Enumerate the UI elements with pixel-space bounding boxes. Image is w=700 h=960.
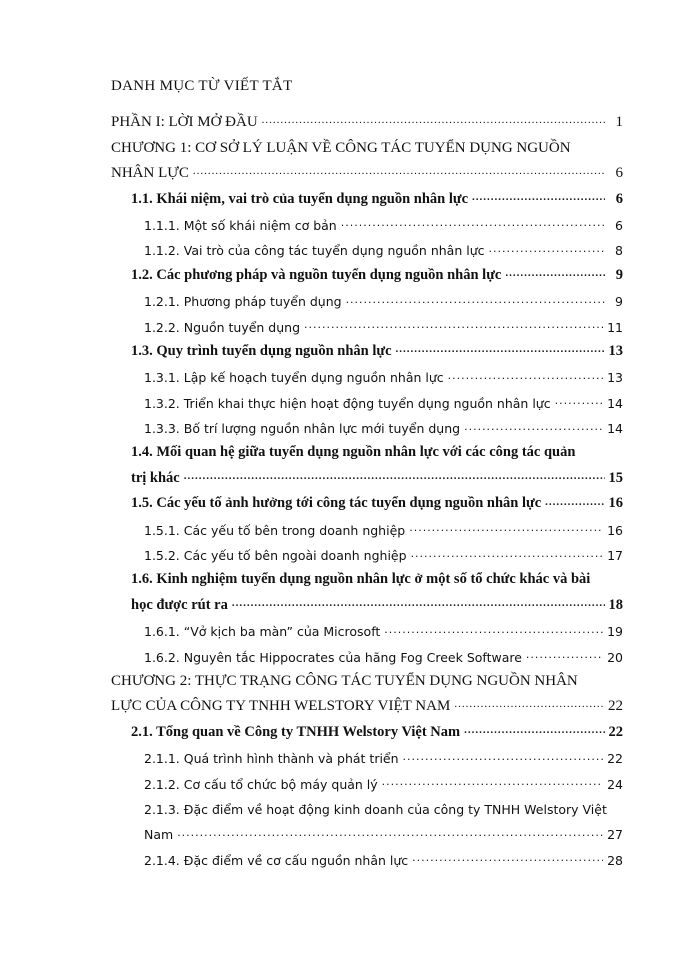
toc-page: 22 — [608, 723, 623, 740]
toc-title: CHƯƠNG 1: CƠ SỞ LÝ LUẬN VỀ CÔNG TÁC TUYỂN DỤNG NGUỒN — [111, 139, 571, 156]
toc-page: 14 — [607, 421, 623, 437]
toc-page: 15 — [608, 469, 623, 486]
toc-page: 28 — [607, 852, 623, 868]
toc-title: 2.1.1. Quá trình hình thành và phát triển — [144, 751, 399, 767]
toc-title-cont: NHÂN LỰC — [111, 165, 189, 182]
toc-page: 17 — [607, 548, 623, 564]
toc-page: 8 — [615, 243, 623, 259]
toc-title: 1.3. Quy trình tuyển dụng nguồn nhân lực — [131, 342, 392, 359]
toc-title: 1.4. Mối quan hệ giữa tuyển dụng nguồn nhân lực với các công tác quản — [131, 444, 576, 461]
toc-entry-2-1-4[interactable] — [111, 842, 623, 867]
toc-page: 22 — [608, 698, 623, 715]
toc-title: 1.3.1. Lập kế hoạch tuyển dụng nguồn nhân lực — [144, 370, 444, 386]
toc-page: 27 — [607, 827, 623, 843]
toc-title: 2.1.2. Cơ cấu tổ chức bộ máy quản lý — [144, 776, 378, 792]
toc-entry-1-1-1[interactable] — [111, 208, 623, 233]
toc-entry-1-4-line1[interactable] — [111, 436, 623, 461]
toc-page: 20 — [607, 649, 623, 665]
toc-page: 24 — [607, 776, 623, 792]
toc-entry-1-6[interactable] — [111, 588, 623, 613]
toc-title-cont: trị khác — [131, 469, 180, 486]
abbreviations-heading: DANH MỤC TỪ VIẾT TẮT — [111, 78, 293, 94]
toc-title: 1.6. Kinh nghiệm tuyển dụng nguồn nhân lực ở một số tổ chức khác và bài — [131, 571, 591, 588]
toc-title: 1.1.2. Vai trò của công tác tuyển dụng nguồn nhân lực — [144, 243, 485, 259]
toc-entry-1-5-1[interactable] — [111, 512, 623, 537]
toc-title: 1.5. Các yếu tố ảnh hưởng tới công tác tuyển dụng nguồn nhân lực — [131, 495, 542, 512]
toc-title: 1.2.2. Nguồn tuyển dụng — [144, 319, 301, 335]
toc-title: 1.2.1. Phương pháp tuyển dụng — [144, 294, 342, 310]
toc-entry-1-3-2[interactable] — [111, 385, 623, 410]
toc-title: 1.3.3. Bố trí lượng nguồn nhân lực mới tuyển dụng — [144, 421, 461, 437]
toc-entry-1-3-1[interactable] — [111, 360, 623, 385]
toc-page: 6 — [615, 165, 623, 182]
toc-entry-ch1-line1[interactable] — [111, 131, 623, 156]
toc-page: 11 — [607, 319, 623, 335]
toc-page: 14 — [607, 395, 623, 411]
toc-entry-1-2-1[interactable] — [111, 284, 623, 309]
toc-entry-1-6-line1[interactable] — [111, 563, 623, 588]
toc-title: 2.1.3. Đặc điểm về hoạt động kinh doanh của công ty TNHH Welstory Việt — [144, 801, 607, 817]
toc-title: 1.5.1. Các yếu tố bên trong doanh nghiệp — [144, 522, 406, 538]
toc-title: PHẦN I: LỜI MỞ ĐẦU — [111, 114, 258, 131]
toc-title-cont: Nam — [144, 827, 174, 843]
toc-entry-1-2[interactable] — [111, 258, 623, 283]
toc-title: 1.5.2. Các yếu tố bên ngoài doanh nghiệp — [144, 548, 407, 564]
toc-title: 1.6.2. Nguyên tắc Hippocrates của hãng Fog Creek Software — [144, 649, 522, 665]
toc-title: 1.3.2. Triển khai thực hiện hoạt động tuyển dụng nguồn nhân lực — [144, 395, 551, 411]
toc-page: 9 — [615, 294, 623, 310]
toc-page: 16 — [607, 522, 623, 538]
toc-page: 1 — [615, 114, 623, 131]
toc-entry-2-1-1[interactable] — [111, 741, 623, 766]
toc-page: 13 — [608, 342, 623, 359]
toc-page: 6 — [615, 217, 623, 233]
toc-entry-1-6-2[interactable] — [111, 639, 623, 664]
toc-page: 16 — [608, 495, 623, 512]
toc-title-cont: học được rút ra — [131, 596, 228, 613]
toc-entry-1-3-3[interactable] — [111, 411, 623, 436]
toc-page: 19 — [607, 624, 623, 640]
toc-title: 1.1. Khái niệm, vai trò của tuyển dụng nguồn nhân lực — [131, 190, 469, 207]
toc-page: 22 — [607, 751, 623, 767]
toc-entry-1-1-2[interactable] — [111, 233, 623, 258]
toc-title: 1.2. Các phương pháp và nguồn tuyển dụng nguồn nhân lực — [131, 266, 502, 283]
toc-title: 2.1. Tổng quan về Công ty TNHH Welstory Việt Nam — [131, 723, 461, 740]
toc-entry-1-3[interactable] — [111, 335, 623, 360]
toc-entry-1-6-1[interactable] — [111, 614, 623, 639]
toc-entry-2-1[interactable] — [111, 715, 623, 740]
toc-page: 18 — [608, 596, 623, 613]
toc-entry-1-4[interactable] — [111, 461, 623, 486]
toc-entry-1-1[interactable] — [111, 182, 623, 207]
toc-title: 1.1.1. Một số khái niệm cơ bản — [144, 217, 337, 233]
toc-entry-1-5-2[interactable] — [111, 538, 623, 563]
toc-entry-ch2[interactable] — [111, 690, 623, 715]
toc-entry-ch2-line1[interactable] — [111, 665, 623, 690]
toc-entry-part1[interactable] — [111, 106, 623, 131]
toc-title: CHƯƠNG 2: THỰC TRẠNG CÔNG TÁC TUYỂN DỤNG NGUỒN NHÂN — [111, 672, 578, 689]
toc-entry-2-1-3-line1[interactable] — [111, 792, 623, 817]
toc-title-cont: LỰC CỦA CÔNG TY TNHH WELSTORY VIỆT NAM — [111, 698, 451, 715]
toc-entry-1-5[interactable] — [111, 487, 623, 512]
toc-entry-1-2-2[interactable] — [111, 309, 623, 334]
toc-title: 1.6.1. “Vở kịch ba màn” của Microsoft — [144, 624, 381, 640]
toc-entry-2-1-2[interactable] — [111, 766, 623, 791]
table-of-contents — [111, 106, 623, 868]
toc-page: 9 — [615, 266, 623, 283]
toc-page: 6 — [615, 190, 623, 207]
toc-page: 13 — [607, 370, 623, 386]
toc-entry-ch1[interactable] — [111, 157, 623, 182]
toc-entry-2-1-3[interactable] — [111, 817, 623, 842]
toc-title: 2.1.4. Đặc điểm về cơ cấu nguồn nhân lực — [144, 852, 409, 868]
